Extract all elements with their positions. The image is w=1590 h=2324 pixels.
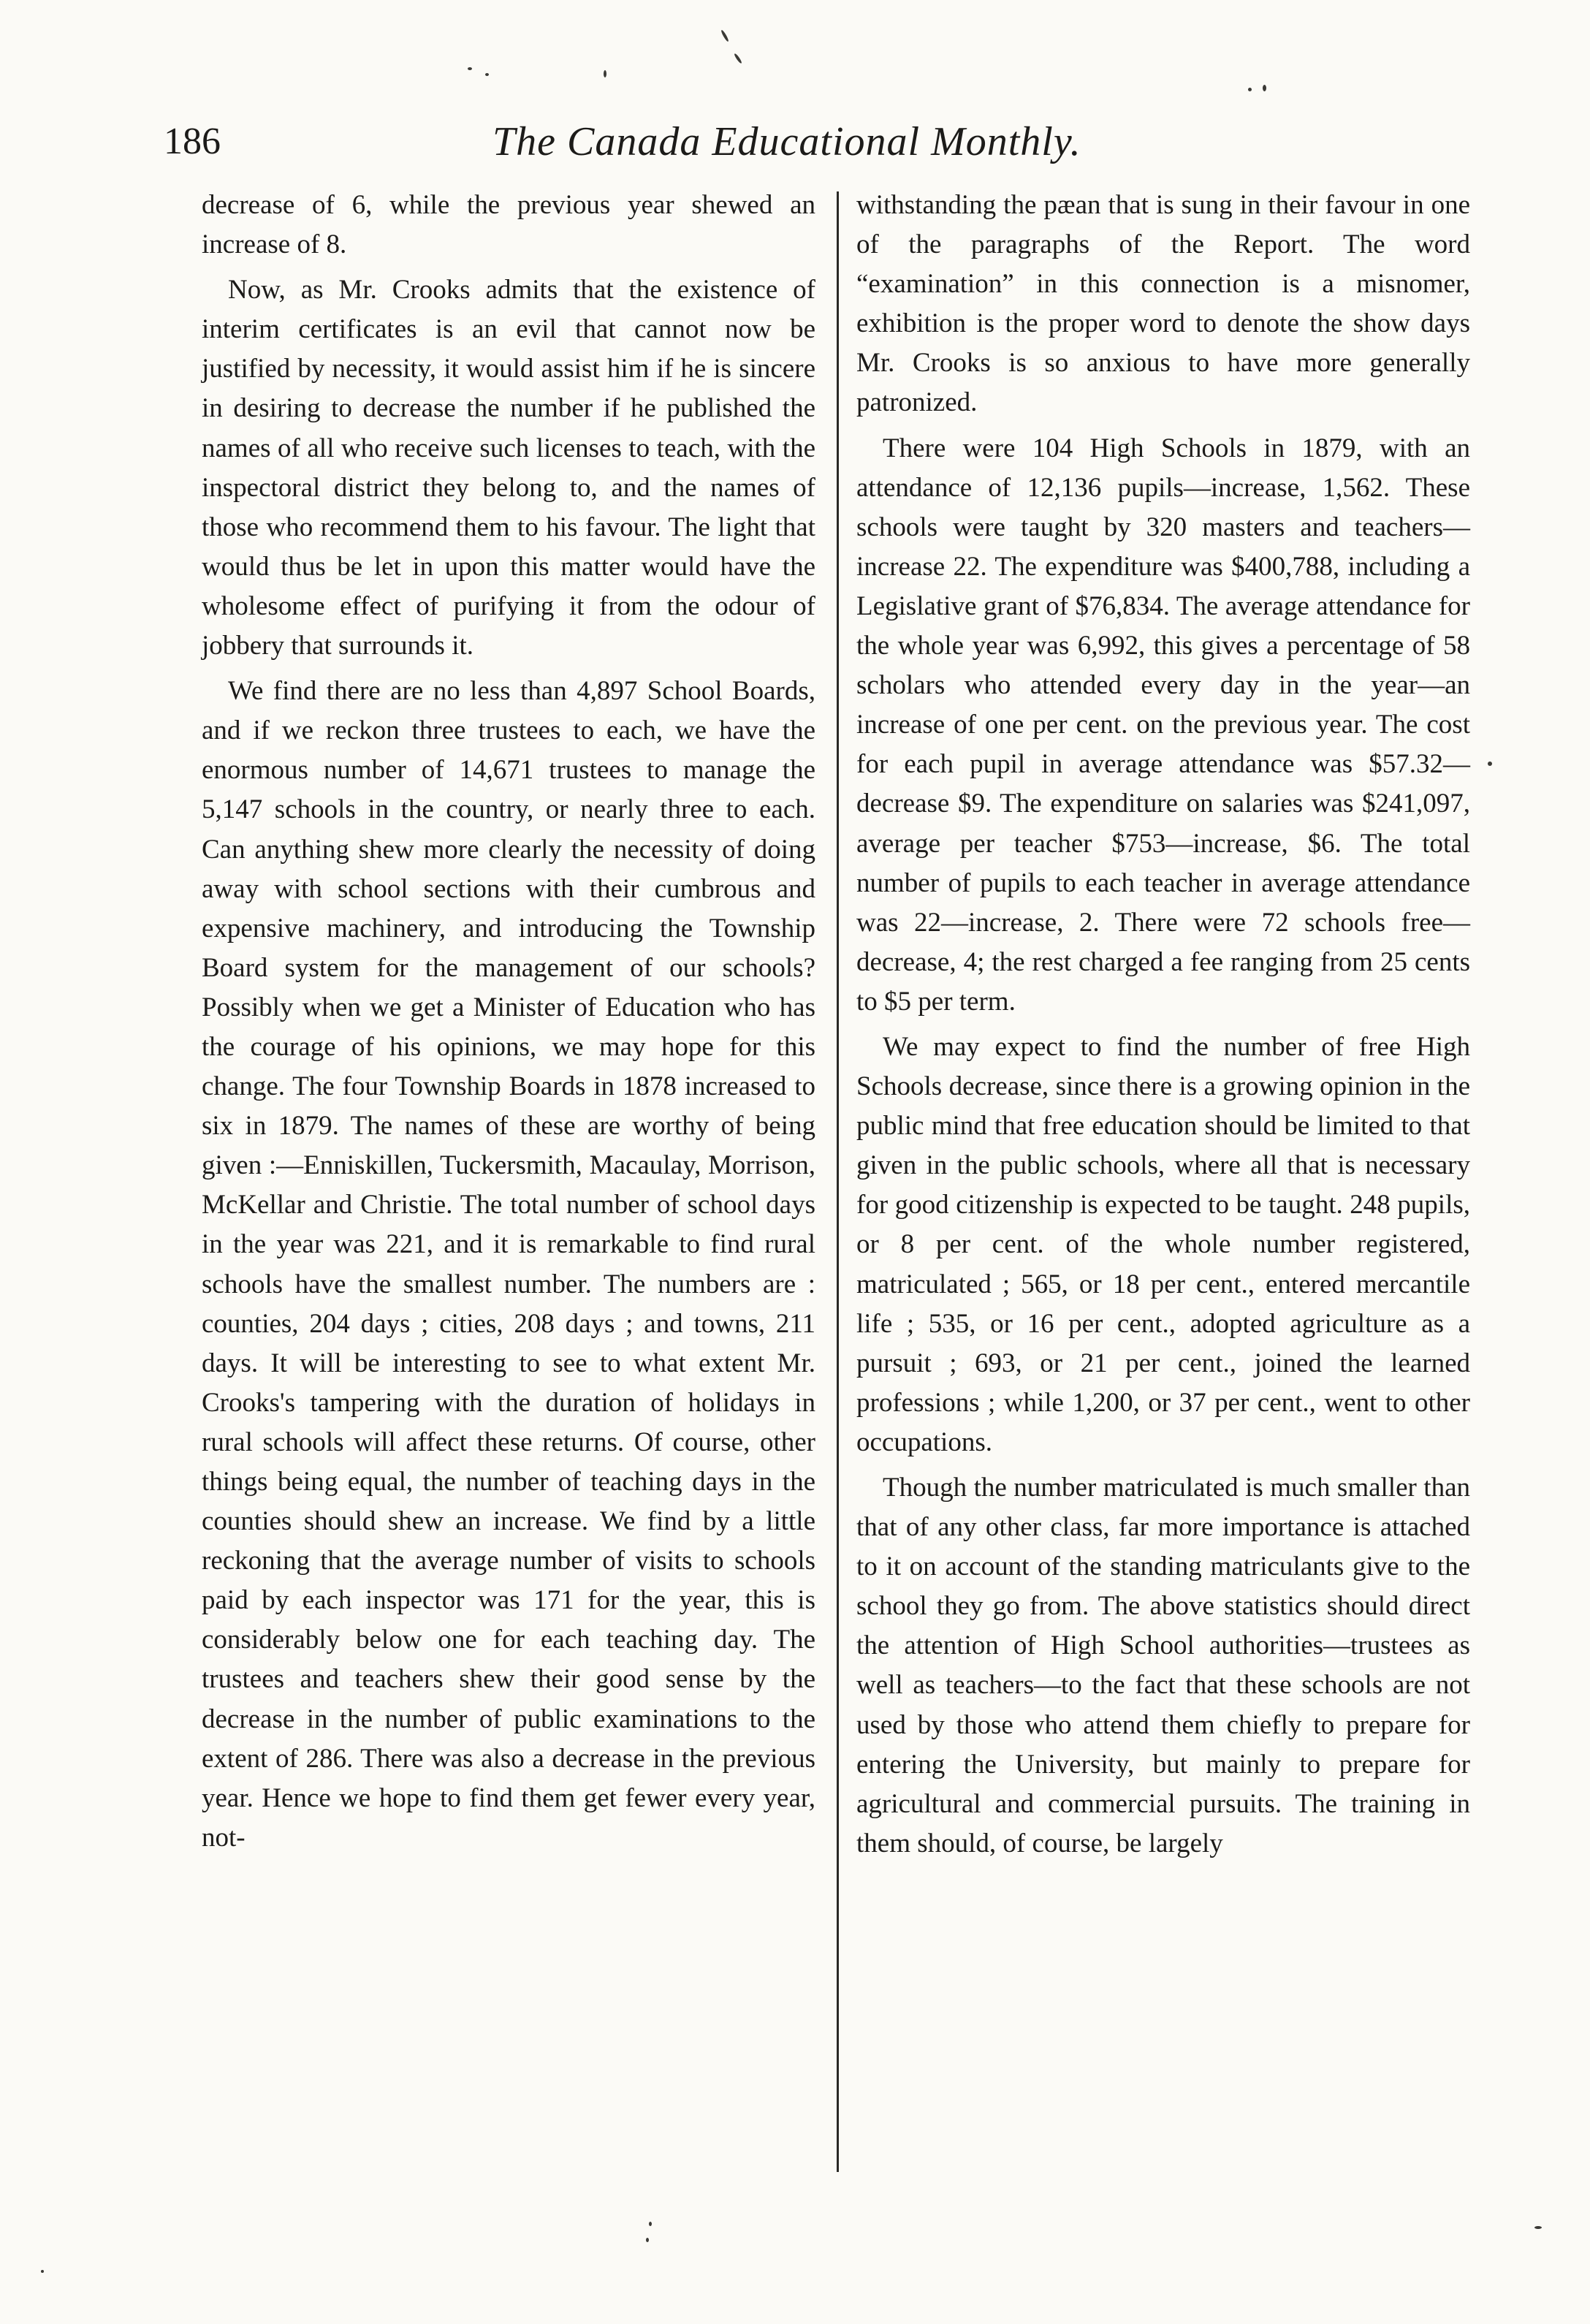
paragraph: We find there are no less than 4,897 School Boards, and if we reckon three trustees to each, we have the enormous number of 14,671 trustees to manage the 5,147 schools in the country, or nearly three to each. Can anything shew more clearly the necessity of doing away with school sections with their cumbrous and expensive machinery, and introducing the Township Board system for the management of our schools? Possibly when we get a Minister of Education who has the courage of his opinions, we may hope for this change. The four Township Boards in 1878 increased to six in 1879. The names of these are worthy of being given :—Enniskillen, Tuckersmith, Macaulay, Morrison, McKellar and Christie. The total number of school days in the year was 221, and it is remarkable to find rural schools have the smallest number. The numbers are : counties, 204 days ; cities, 208 days ; and towns, 211 days. It will be interesting to see to what extent Mr. Crooks's tampering with the duration of holidays in rural schools will affect these returns. Of course, other things being equal, the number of teaching days in the counties should shew an increase. We find by a little reckoning that the average number of visits to schools paid by each inspector was 171 for the year, this is considerably below one for each teaching day. The trustees and teachers shew their good sense by the decrease in the number of public examinations to the extent of 286. There was also a decrease in the previous year. Hence we hope to find them get fewer every year, not- (202, 676, 815, 1853)
scan-speck (1488, 762, 1492, 766)
scan-speck (485, 73, 489, 76)
scan-speck (649, 2222, 652, 2226)
scan-speck (468, 67, 472, 70)
running-title: The Canada Educational Monthly. (492, 119, 1081, 164)
page-number: 186 (164, 121, 221, 162)
paragraph: decrease of 6, while the previous year shewed an increase of 8. (202, 190, 815, 260)
scan-speck (720, 29, 729, 42)
scan-speck (1248, 88, 1252, 91)
paragraph: There were 104 High Schools in 1879, with an attendance of 12,136 pupils—increase, 1,562. These schools were taught by 320 masters and teachers—increase 22. The expenditure was $400,788, including a Legislative grant of $76,834. The average attendance for the whole year was 6,992, this gives a percentage of 58 scholars who attended every day in the year—an increase of one per cent. on the previous year. The cost for each pupil in average attendance was $57.32—decrease $9. The expenditure on salaries was $241,097, average per teacher $753—increase, $6. The total number of pupils to each teacher in average attendance was 22—increase, 2. There were 72 schools free—decrease, 4; the rest charged a fee ranging from 25 cents to $5 per term. (856, 433, 1470, 1017)
page-header (164, 105, 1472, 178)
scan-speck (646, 2238, 649, 2242)
paragraph: Now, as Mr. Crooks admits that the existence of interim certificates is an evil that cannot now be justified by necessity, it would assist him if he is sincere in desiring to decrease the number if he published the names of all who receive such licenses to teach, with the inspectoral district they belong to, and the names of those who recommend them to his favour. The light that would thus be let in upon this matter would have the wholesome effect of purifying it from the odour of jobbery that surrounds it. (202, 275, 815, 661)
paragraph: withstanding the pæan that is sung in their favour in one of the paragraphs of the Report. The word “examination” in this connection is a misnomer, exhibition is the proper word to denote the show days Mr. Crooks is so anxious to have more generally patronized. (856, 190, 1470, 418)
paragraph: Though the number matriculated is much smaller than that of any other class, far more importance is attached to it on account of the standing matriculants give to the school they go from. The above statistics should direct the attention of High School authorities—trustees as well as teachers—to the fact that these schools are not used by those who attend them chiefly to prepare for entering the University, but mainly to prepare for agricultural and commercial pursuits. The training in them should, of course, be largely (856, 1473, 1470, 1858)
scan-speck (41, 2270, 44, 2273)
scan-speck (1534, 2226, 1542, 2229)
right-column (856, 186, 1470, 1869)
scan-speck (604, 70, 606, 77)
paragraph: We may expect to find the number of free High Schools decrease, since there is a growing opinion in the public mind that free education should be limited to that given in the public schools, where all that is necessary for good citizenship is expected to be taught. 248 pupils, or 8 per cent. of the whole number registered, matriculated ; 565, or 18 per cent., entered mercantile life ; 535, or 16 per cent., adopted agriculture as a pursuit ; 693, or 21 per cent., joined the learned professions ; while 1,200, or 37 per cent., went to other occupations. (856, 1031, 1470, 1457)
scan-speck (1263, 85, 1266, 91)
column-divider (837, 191, 839, 2172)
scan-speck (734, 53, 742, 64)
left-column (202, 186, 815, 1864)
